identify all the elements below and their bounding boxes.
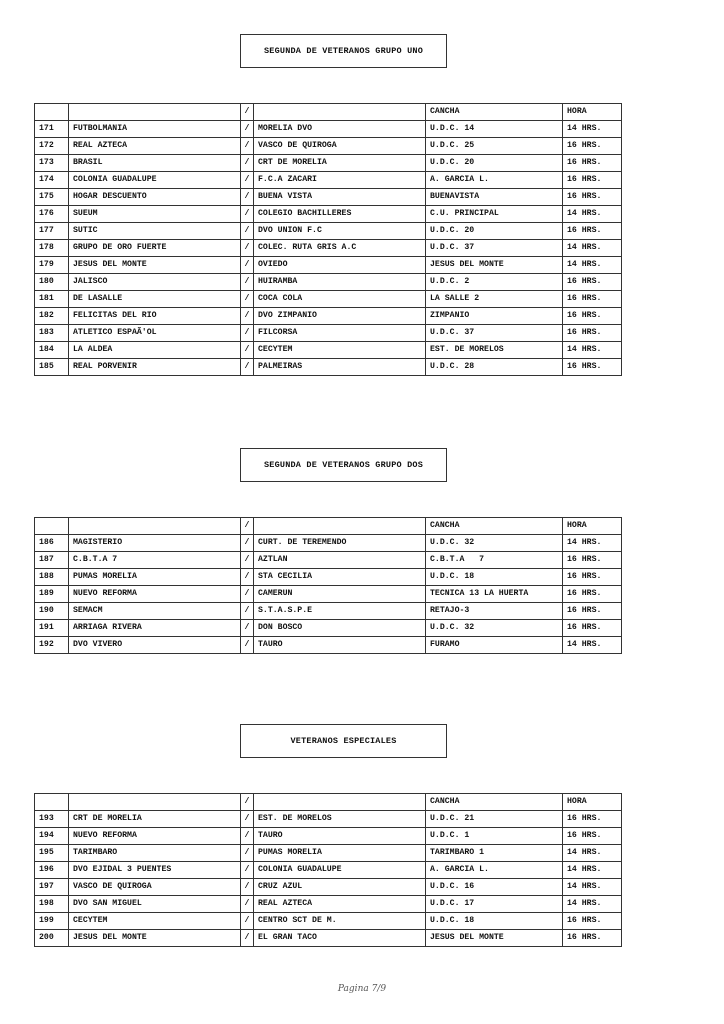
home-team-cell: SEMACM [69, 603, 241, 620]
away-team-cell: STA CECILIA [254, 569, 426, 586]
home-team-cell: DVO SAN MIGUEL [69, 896, 241, 913]
table-row [35, 535, 622, 552]
venue-cell: A. GARCIA L. [426, 172, 563, 189]
table-row [35, 291, 622, 308]
away-team-cell: HUIRAMBA [254, 274, 426, 291]
time-cell: 16 HRS. [563, 138, 622, 155]
header-home-team-cell [69, 518, 241, 535]
versus-separator: / [241, 189, 254, 206]
time-cell: 14 HRS. [563, 535, 622, 552]
match-number-cell: 182 [35, 308, 69, 325]
header-venue-cell: CANCHA [426, 104, 563, 121]
match-number-cell: 187 [35, 552, 69, 569]
header-venue-cell: CANCHA [426, 518, 563, 535]
match-number-cell: 172 [35, 138, 69, 155]
home-team-cell: TARIMBARO [69, 845, 241, 862]
away-team-cell: AZTLAN [254, 552, 426, 569]
home-team-cell: JESUS DEL MONTE [69, 930, 241, 947]
match-number-cell: 188 [35, 569, 69, 586]
away-team-cell: PUMAS MORELIA [254, 845, 426, 862]
match-number-cell: 192 [35, 637, 69, 654]
match-number-cell: 183 [35, 325, 69, 342]
venue-cell: EST. DE MORELOS [426, 342, 563, 359]
time-cell: 16 HRS. [563, 223, 622, 240]
versus-separator: / [241, 223, 254, 240]
versus-separator: / [241, 896, 254, 913]
versus-separator: / [241, 172, 254, 189]
header-row [35, 104, 622, 121]
header-versus-separator: / [241, 104, 254, 121]
away-team-cell: CENTRO SCT DE M. [254, 913, 426, 930]
venue-cell: BUENAVISTA [426, 189, 563, 206]
header-away-team-cell [254, 794, 426, 811]
away-team-cell: PALMEIRAS [254, 359, 426, 376]
time-cell: 16 HRS. [563, 155, 622, 172]
venue-cell: C.U. PRINCIPAL [426, 206, 563, 223]
match-number-cell: 178 [35, 240, 69, 257]
match-number-cell: 180 [35, 274, 69, 291]
away-team-cell: CRUZ AZUL [254, 879, 426, 896]
venue-cell: U.D.C. 20 [426, 155, 563, 172]
table-row [35, 223, 622, 240]
match-number-cell: 195 [35, 845, 69, 862]
match-number-cell: 181 [35, 291, 69, 308]
home-team-cell: C.B.T.A 7 [69, 552, 241, 569]
versus-separator: / [241, 359, 254, 376]
header-versus-separator: / [241, 794, 254, 811]
versus-separator: / [241, 121, 254, 138]
home-team-cell: REAL PORVENIR [69, 359, 241, 376]
away-team-cell: DON BOSCO [254, 620, 426, 637]
header-time-cell: HORA [563, 794, 622, 811]
time-cell: 16 HRS. [563, 930, 622, 947]
time-cell: 16 HRS. [563, 291, 622, 308]
away-team-cell: EST. DE MORELOS [254, 811, 426, 828]
versus-separator: / [241, 138, 254, 155]
time-cell: 16 HRS. [563, 552, 622, 569]
versus-separator: / [241, 257, 254, 274]
header-away-team-cell [254, 518, 426, 535]
versus-separator: / [241, 206, 254, 223]
time-cell: 14 HRS. [563, 342, 622, 359]
away-team-cell: VASCO DE QUIROGA [254, 138, 426, 155]
table-row [35, 896, 622, 913]
time-cell: 16 HRS. [563, 811, 622, 828]
venue-cell: U.D.C. 14 [426, 121, 563, 138]
venue-cell: FURAMO [426, 637, 563, 654]
section-title-veteranos-especiales: VETERANOS ESPECIALES [240, 724, 447, 758]
match-number-cell: 174 [35, 172, 69, 189]
versus-separator: / [241, 811, 254, 828]
versus-separator: / [241, 845, 254, 862]
header-home-team-cell [69, 794, 241, 811]
match-number-cell: 171 [35, 121, 69, 138]
table-row [35, 274, 622, 291]
time-cell: 16 HRS. [563, 620, 622, 637]
table-row [35, 569, 622, 586]
match-number-cell: 179 [35, 257, 69, 274]
table-row [35, 240, 622, 257]
table-row [35, 155, 622, 172]
match-number-cell: 191 [35, 620, 69, 637]
versus-separator: / [241, 552, 254, 569]
venue-cell: ZIMPANIO [426, 308, 563, 325]
away-team-cell: F.C.A ZACARI [254, 172, 426, 189]
versus-separator: / [241, 569, 254, 586]
match-number-cell: 193 [35, 811, 69, 828]
venue-cell: U.D.C. 37 [426, 325, 563, 342]
table-row [35, 913, 622, 930]
table-row [35, 172, 622, 189]
away-team-cell: COLEGIO BACHILLERES [254, 206, 426, 223]
time-cell: 14 HRS. [563, 240, 622, 257]
venue-cell: U.D.C. 32 [426, 535, 563, 552]
header-venue-cell: CANCHA [426, 794, 563, 811]
home-team-cell: REAL AZTECA [69, 138, 241, 155]
table-row [35, 811, 622, 828]
time-cell: 14 HRS. [563, 879, 622, 896]
home-team-cell: FUTBOLMANIA [69, 121, 241, 138]
home-team-cell: DE LASALLE [69, 291, 241, 308]
time-cell: 16 HRS. [563, 586, 622, 603]
table-row [35, 879, 622, 896]
table-row [35, 930, 622, 947]
table-row [35, 138, 622, 155]
match-number-cell: 194 [35, 828, 69, 845]
venue-cell: RETAJO-3 [426, 603, 563, 620]
table-row [35, 325, 622, 342]
versus-separator: / [241, 274, 254, 291]
venue-cell: LA SALLE 2 [426, 291, 563, 308]
venue-cell: JESUS DEL MONTE [426, 257, 563, 274]
venue-cell: U.D.C. 21 [426, 811, 563, 828]
away-team-cell: TAURO [254, 637, 426, 654]
home-team-cell: LA ALDEA [69, 342, 241, 359]
away-team-cell: DVO UNION F.C [254, 223, 426, 240]
versus-separator: / [241, 535, 254, 552]
time-cell: 16 HRS. [563, 172, 622, 189]
table-row [35, 206, 622, 223]
header-time-cell: HORA [563, 518, 622, 535]
home-team-cell: HOGAR DESCUENTO [69, 189, 241, 206]
away-team-cell: CECYTEM [254, 342, 426, 359]
versus-separator: / [241, 930, 254, 947]
time-cell: 16 HRS. [563, 325, 622, 342]
versus-separator: / [241, 828, 254, 845]
match-number-cell: 198 [35, 896, 69, 913]
match-number-cell: 197 [35, 879, 69, 896]
header-versus-separator: / [241, 518, 254, 535]
versus-separator: / [241, 586, 254, 603]
venue-cell: U.D.C. 28 [426, 359, 563, 376]
section-title-grupo-dos: SEGUNDA DE VETERANOS GRUPO DOS [240, 448, 447, 482]
match-number-cell: 173 [35, 155, 69, 172]
match-number-cell: 200 [35, 930, 69, 947]
home-team-cell: FELICITAS DEL RIO [69, 308, 241, 325]
home-team-cell: ARRIAGA RIVERA [69, 620, 241, 637]
venue-cell: U.D.C. 2 [426, 274, 563, 291]
home-team-cell: MAGISTERIO [69, 535, 241, 552]
table-row [35, 586, 622, 603]
match-number-cell: 190 [35, 603, 69, 620]
table-row [35, 359, 622, 376]
away-team-cell: CAMERUN [254, 586, 426, 603]
home-team-cell: ATLETICO ESPAÃ'OL [69, 325, 241, 342]
venue-cell: U.D.C. 18 [426, 913, 563, 930]
table-row [35, 308, 622, 325]
venue-cell: TECNICA 13 LA HUERTA [426, 586, 563, 603]
venue-cell: TARIMBARO 1 [426, 845, 563, 862]
match-number-cell: 184 [35, 342, 69, 359]
away-team-cell: MORELIA DVO [254, 121, 426, 138]
header-row [35, 518, 622, 535]
table-row [35, 257, 622, 274]
table-row [35, 637, 622, 654]
versus-separator: / [241, 325, 254, 342]
venue-cell: U.D.C. 32 [426, 620, 563, 637]
home-team-cell: VASCO DE QUIROGA [69, 879, 241, 896]
match-number-cell: 189 [35, 586, 69, 603]
match-number-cell: 176 [35, 206, 69, 223]
away-team-cell: COLONIA GUADALUPE [254, 862, 426, 879]
header-match-number-cell [35, 104, 69, 121]
home-team-cell: CRT DE MORELIA [69, 811, 241, 828]
versus-separator: / [241, 603, 254, 620]
venue-cell: C.B.T.A 7 [426, 552, 563, 569]
versus-separator: / [241, 308, 254, 325]
match-number-cell: 175 [35, 189, 69, 206]
home-team-cell: SUTIC [69, 223, 241, 240]
home-team-cell: NUEVO REFORMA [69, 828, 241, 845]
time-cell: 14 HRS. [563, 862, 622, 879]
away-team-cell: CURT. DE TEREMENDO [254, 535, 426, 552]
time-cell: 16 HRS. [563, 189, 622, 206]
time-cell: 14 HRS. [563, 896, 622, 913]
header-home-team-cell [69, 104, 241, 121]
away-team-cell: BUENA VISTA [254, 189, 426, 206]
time-cell: 14 HRS. [563, 257, 622, 274]
page-number: Pagina 7/9 [337, 984, 387, 994]
time-cell: 16 HRS. [563, 913, 622, 930]
header-time-cell: HORA [563, 104, 622, 121]
table-row [35, 189, 622, 206]
match-number-cell: 185 [35, 359, 69, 376]
time-cell: 16 HRS. [563, 603, 622, 620]
table-row [35, 603, 622, 620]
versus-separator: / [241, 155, 254, 172]
header-away-team-cell [254, 104, 426, 121]
away-team-cell: CRT DE MORELIA [254, 155, 426, 172]
away-team-cell: DVO ZIMPANIO [254, 308, 426, 325]
match-number-cell: 177 [35, 223, 69, 240]
home-team-cell: JALISCO [69, 274, 241, 291]
venue-cell: U.D.C. 17 [426, 896, 563, 913]
match-number-cell: 199 [35, 913, 69, 930]
table-row [35, 828, 622, 845]
venue-cell: A. GARCIA L. [426, 862, 563, 879]
home-team-cell: DVO VIVERO [69, 637, 241, 654]
versus-separator: / [241, 620, 254, 637]
table-row [35, 121, 622, 138]
versus-separator: / [241, 240, 254, 257]
match-number-cell: 196 [35, 862, 69, 879]
time-cell: 14 HRS. [563, 845, 622, 862]
fixtures-table-grupo-uno [34, 103, 622, 376]
time-cell: 14 HRS. [563, 637, 622, 654]
header-match-number-cell [35, 518, 69, 535]
venue-cell: JESUS DEL MONTE [426, 930, 563, 947]
versus-separator: / [241, 637, 254, 654]
versus-separator: / [241, 879, 254, 896]
table-row [35, 845, 622, 862]
header-row [35, 794, 622, 811]
fixtures-table-grupo-dos [34, 517, 622, 654]
away-team-cell: OVIEDO [254, 257, 426, 274]
home-team-cell: SUEUM [69, 206, 241, 223]
away-team-cell: S.T.A.S.P.E [254, 603, 426, 620]
home-team-cell: CECYTEM [69, 913, 241, 930]
venue-cell: U.D.C. 25 [426, 138, 563, 155]
versus-separator: / [241, 913, 254, 930]
time-cell: 14 HRS. [563, 121, 622, 138]
away-team-cell: FILCORSA [254, 325, 426, 342]
match-number-cell: 186 [35, 535, 69, 552]
table-row [35, 620, 622, 637]
time-cell: 16 HRS. [563, 828, 622, 845]
away-team-cell: COCA COLA [254, 291, 426, 308]
table-row [35, 342, 622, 359]
venue-cell: U.D.C. 1 [426, 828, 563, 845]
venue-cell: U.D.C. 16 [426, 879, 563, 896]
away-team-cell: TAURO [254, 828, 426, 845]
venue-cell: U.D.C. 37 [426, 240, 563, 257]
home-team-cell: NUEVO REFORMA [69, 586, 241, 603]
venue-cell: U.D.C. 18 [426, 569, 563, 586]
home-team-cell: BRASIL [69, 155, 241, 172]
time-cell: 16 HRS. [563, 569, 622, 586]
home-team-cell: PUMAS MORELIA [69, 569, 241, 586]
table-row [35, 552, 622, 569]
home-team-cell: JESUS DEL MONTE [69, 257, 241, 274]
away-team-cell: EL GRAN TACO [254, 930, 426, 947]
versus-separator: / [241, 342, 254, 359]
home-team-cell: GRUPO DE ORO FUERTE [69, 240, 241, 257]
home-team-cell: COLONIA GUADALUPE [69, 172, 241, 189]
time-cell: 16 HRS. [563, 308, 622, 325]
venue-cell: U.D.C. 20 [426, 223, 563, 240]
header-match-number-cell [35, 794, 69, 811]
home-team-cell: DVO EJIDAL 3 PUENTES [69, 862, 241, 879]
time-cell: 16 HRS. [563, 274, 622, 291]
away-team-cell: REAL AZTECA [254, 896, 426, 913]
time-cell: 16 HRS. [563, 359, 622, 376]
time-cell: 14 HRS. [563, 206, 622, 223]
section-title-grupo-uno: SEGUNDA DE VETERANOS GRUPO UNO [240, 34, 447, 68]
table-row [35, 862, 622, 879]
versus-separator: / [241, 862, 254, 879]
fixtures-table-veteranos-especiales [34, 793, 622, 947]
away-team-cell: COLEC. RUTA GRIS A.C [254, 240, 426, 257]
versus-separator: / [241, 291, 254, 308]
